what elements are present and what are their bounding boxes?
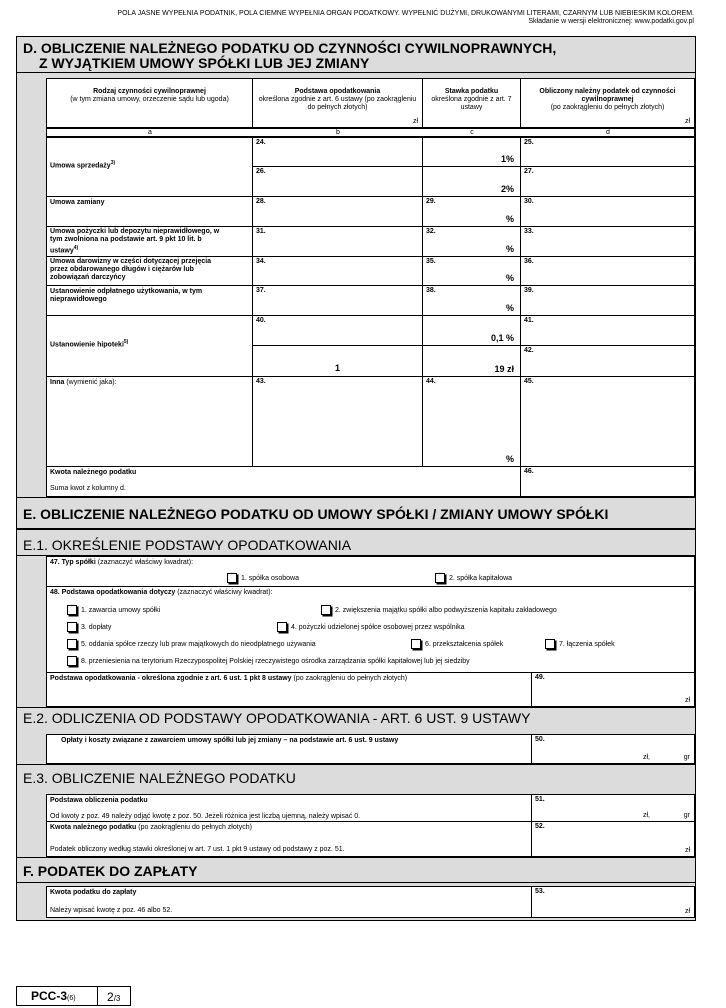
field-40-number: 40. <box>256 317 266 324</box>
field-42-number: 42. <box>524 347 534 354</box>
column-letters-row <box>46 128 695 137</box>
field-24[interactable] <box>252 137 423 167</box>
row-label-pay <box>46 886 532 918</box>
option-przeniesienia-label: 8. przeniesienia na terytorium Rzeczypospolitej Polskiej rzeczywistego ośrodka zarządzania spółki kapitałowej lub jej siedziby <box>81 657 470 665</box>
field-52-number: 52. <box>535 823 545 830</box>
section-e3-header <box>17 764 695 794</box>
field-37[interactable] <box>252 285 423 316</box>
label-zamiany: Umowa zamiany <box>50 199 105 206</box>
option-spolka-kapitalowa-label: 2. spółka kapitałowa <box>449 574 513 582</box>
field-38-pct: % <box>505 303 514 313</box>
field-53[interactable] <box>531 886 695 918</box>
field-51-unit-zl: zł, <box>643 812 650 819</box>
field-29-number: 29. <box>426 198 436 205</box>
hipoteka-fixed-tax-value: 19 zł <box>494 364 514 374</box>
option-doplaty-label: 3. dopłaty <box>81 623 112 631</box>
option-zwiekszenia-majatku-label: 2. zwiększenia majątku spółki albo podwyższenia kapitału zakładowego <box>335 606 557 614</box>
label-darowizny: Umowa darowizny w części dotyczącej przejęcia przez obdarowanego długów i ciężarów lub zobowiązań darczyńcy <box>50 258 212 281</box>
section-e-title: E. OBLICZENIE NALEŻNEGO PODATKU OD UMOWY SPÓŁKI / ZMIANY UMOWY SPÓŁKI <box>23 506 609 522</box>
field-28-number: 28. <box>256 198 266 205</box>
col-b-subtitle: określona zgodnie z art. 6 ustawy (po zaokrągleniu do pełnych złotych) <box>258 96 417 111</box>
col-a-header <box>46 78 253 128</box>
label-hipoteki: Ustanowienie hipoteki <box>50 341 124 349</box>
field-52[interactable] <box>531 821 695 857</box>
field-35-pct: % <box>505 273 514 283</box>
field-50-number: 50. <box>535 736 545 743</box>
field-27[interactable] <box>520 166 695 197</box>
field-50[interactable] <box>531 734 695 764</box>
field-43[interactable] <box>252 376 423 467</box>
field-50-unit-gr: gr <box>683 754 690 761</box>
option-pozyczki-wspolnika[interactable] <box>277 622 465 633</box>
option-przeksztalcenia-label: 6. przekształcenia spółek <box>425 640 504 648</box>
option-spolka-osobowa[interactable] <box>227 573 299 584</box>
field-35[interactable] <box>422 256 521 286</box>
field-43-number: 43. <box>256 378 266 385</box>
col-c-header <box>422 78 521 128</box>
header-electronic-filing: Składanie w wersji elektronicznej: www.podatki.gov.pl <box>528 18 694 25</box>
label-costs: Opłaty i koszty związane z zawarciem umowy spółki lub jej zmiany – na podstawie art. 6 ust. 9 ustawy <box>61 737 399 744</box>
col-letter-a: a <box>148 129 152 136</box>
page-total: /3 <box>113 994 121 1003</box>
page-number: 2 <box>107 990 114 1004</box>
field-34-number: 34. <box>256 258 266 265</box>
option-spolka-kapitalowa[interactable] <box>435 573 512 584</box>
col-d-header <box>520 78 695 128</box>
section-d-title: D. OBLICZENIE NALEŻNEGO PODATKU OD CZYNNOŚCI CYWILNOPRAWNYCH, <box>23 40 557 56</box>
field-34[interactable] <box>252 256 423 286</box>
field-26[interactable] <box>252 166 423 197</box>
row-label-hipoteki <box>46 315 253 377</box>
checkbox-icon[interactable] <box>67 622 77 632</box>
field-40[interactable] <box>252 315 423 346</box>
q48-hint: (zaznaczyć właściwy kwadrat): <box>177 589 273 596</box>
label-tax-due: Kwota należnego podatku <box>50 824 137 831</box>
checkbox-icon[interactable] <box>67 639 77 649</box>
rate-hipoteka-value: 0,1 % <box>490 333 514 343</box>
form-variant: (6) <box>67 995 76 1002</box>
field-52-unit: zł <box>684 847 690 854</box>
checkbox-icon[interactable] <box>227 573 237 583</box>
field-29-pct: % <box>505 214 514 224</box>
checkbox-icon[interactable] <box>67 605 77 615</box>
label-tax-due-hint: (po zaokrągleniu do pełnych złotych) <box>138 824 252 831</box>
option-pozyczki-wspolnika-label: 4. pożyczki udzielonej spółce osobowej przez wspólnika <box>291 623 465 631</box>
col-b-header <box>252 78 423 128</box>
field-27-number: 27. <box>524 168 534 175</box>
field-36-number: 36. <box>524 258 534 265</box>
field-49[interactable] <box>531 672 695 707</box>
field-25[interactable] <box>520 137 695 167</box>
col-b-title: Podstawa opodatkowania <box>294 88 381 95</box>
field-49-number: 49. <box>535 674 545 681</box>
field-51-number: 51. <box>535 796 545 803</box>
field-44-pct: % <box>505 454 514 464</box>
col-letter-d: d <box>606 129 610 136</box>
rate-1pct-value: 1% <box>500 154 514 164</box>
field-51-unit-gr: gr <box>683 812 690 819</box>
rate-1pct <box>422 137 521 167</box>
col-a-title: Rodzaj czynności cywilnoprawnej <box>93 88 206 95</box>
header-instructions: POLA JASNE WYPEŁNIA PODATNIK, POLA CIEMNE WYPEŁNIA ORGAN PODATKOWY. WYPEŁNIĆ DUŻYMI, DRUKOWANYMI LITERAMI, CZARNYM LUB NIEBIESKIM KOLOREM. <box>117 10 694 17</box>
field-37-number: 37. <box>256 287 266 294</box>
field-39-number: 39. <box>524 287 534 294</box>
label-inna-sub: (wymienić jaka): <box>66 379 117 386</box>
label-kwota-sub: Suma kwot z kolumny d. <box>50 485 126 492</box>
field-41[interactable] <box>520 315 695 346</box>
col-letter-b: b <box>336 129 340 136</box>
section-e2-header <box>17 707 695 734</box>
label-calc-base: Podstawa obliczenia podatku <box>50 797 148 804</box>
field-32[interactable] <box>422 226 521 257</box>
field-42[interactable] <box>520 345 695 377</box>
label-pay: Kwota podatku do zapłaty <box>50 889 137 896</box>
checkbox-icon[interactable] <box>545 639 555 649</box>
checkbox-icon[interactable] <box>411 639 421 649</box>
option-zawarcia-umowy-label: 1. zawarcia umowy spółki <box>81 606 161 614</box>
field-28[interactable] <box>252 196 423 227</box>
field-46[interactable] <box>520 466 695 497</box>
label-uzytkowania: Ustanowienie odpłatnego użytkowania, w tym nieprawidłowego <box>50 288 203 303</box>
field-44-number: 44. <box>426 378 436 385</box>
rate-hipoteka <box>422 315 521 346</box>
field-45[interactable] <box>520 376 695 467</box>
hipoteka-fixed-base <box>252 345 423 377</box>
field-30-number: 30. <box>524 198 534 205</box>
col-d-title: Obliczony należny podatek od czynności cywilnoprawnej <box>539 88 676 103</box>
field-25-number: 25. <box>524 139 534 146</box>
field-38[interactable] <box>422 285 521 316</box>
row-label-darowizny <box>46 256 253 286</box>
field-35-number: 35. <box>426 258 436 265</box>
option-zwiekszenia-majatku[interactable] <box>321 605 557 616</box>
field-45-number: 45. <box>524 378 534 385</box>
label-calc-base-sub: Od kwoty z poz. 49 należy odjąć kwotę z poz. 50. Jeżeli różnica jest liczbą ujemną, należy wpisać 0. <box>50 813 361 820</box>
label-inna: Inna <box>50 379 65 386</box>
section-d-header <box>17 37 695 73</box>
section-e-header <box>17 497 695 529</box>
field-24-number: 24. <box>256 139 266 146</box>
option-zawarcia-umowy[interactable] <box>67 605 160 616</box>
col-b-unit: zł <box>412 118 418 125</box>
field-32-number: 32. <box>426 228 436 235</box>
col-a-subtitle: (w tym zmiana umowy, orzeczenie sądu lub ugoda) <box>70 96 229 103</box>
form-code-box <box>16 986 98 1006</box>
field-44[interactable] <box>422 376 521 467</box>
field-33-number: 33. <box>524 228 534 235</box>
row-label-costs <box>46 734 532 764</box>
field-29[interactable] <box>422 196 521 227</box>
question-48-tax-base-type <box>46 586 695 673</box>
option-doplaty[interactable] <box>67 622 111 633</box>
row-label-base-49 <box>46 672 532 707</box>
field-26-number: 26. <box>256 168 266 175</box>
col-letter-c: c <box>470 129 474 136</box>
field-51[interactable] <box>531 794 695 822</box>
q48-label: 48. Podstawa opodatkowania dotyczy <box>50 589 176 596</box>
col-c-subtitle: określona zgodnie z art. 7 ustawy <box>431 96 512 111</box>
field-32-pct: % <box>505 244 514 254</box>
field-50-unit-zl: zł, <box>643 754 650 761</box>
option-oddania-rzeczy[interactable] <box>67 639 316 650</box>
col-d-unit: zł <box>684 118 690 125</box>
checkbox-icon[interactable] <box>67 656 77 666</box>
checkbox-icon[interactable] <box>435 573 445 583</box>
label-pozyczki: Umowa pożyczki lub depozytu nieprawidłowego, w tym zwolniona na podstawie art. 9 pkt 10 lit. b ustawy <box>50 228 220 255</box>
section-e2-title: E.2. ODLICZENIA OD PODSTAWY OPODATKOWANIA - ART. 6 UST. 9 USTAWY <box>23 710 531 726</box>
option-spolka-osobowa-label: 1. spółka osobowa <box>241 574 299 582</box>
field-36[interactable] <box>520 256 695 286</box>
question-47-company-type <box>46 556 695 587</box>
footnote-3: 3) <box>110 160 116 166</box>
field-38-number: 38. <box>426 287 436 294</box>
field-31[interactable] <box>252 226 423 257</box>
label-sprzedaz: Umowa sprzedaży <box>50 162 111 170</box>
rate-2pct <box>422 166 521 197</box>
section-f-title: F. PODATEK DO ZAPŁATY <box>23 863 198 879</box>
row-label-kwota <box>46 466 521 497</box>
label-base-49-sub: (po zaokrągleniu do pełnych złotych) <box>293 675 408 682</box>
q47-hint: (zaznaczyć właściwy kwadrat): <box>97 559 194 566</box>
field-33[interactable] <box>520 226 695 257</box>
field-53-number: 53. <box>535 888 545 895</box>
col-d-subtitle: (po zaokrągleniu do pełnych złotych) <box>550 104 665 111</box>
option-przeniesienia[interactable] <box>67 656 470 667</box>
row-label-calc-base <box>46 794 532 822</box>
row-label-pozyczki <box>46 226 253 257</box>
section-f-header <box>17 857 695 883</box>
col-c-title: Stawka podatku <box>444 88 499 95</box>
checkbox-icon[interactable] <box>321 605 331 615</box>
footnote-4: 4) <box>73 245 79 251</box>
page-number-box <box>97 986 131 1006</box>
field-53-unit: zł <box>684 908 690 915</box>
label-kwota: Kwota należnego podatku <box>50 469 137 476</box>
row-label-sprzedaz <box>46 137 253 197</box>
option-laczenia-label: 7. łączenia spółek <box>559 640 615 648</box>
field-49-unit: zł <box>684 697 690 704</box>
form-code: PCC-3 <box>31 989 68 1003</box>
field-30[interactable] <box>520 196 695 227</box>
section-e1-header <box>17 529 695 556</box>
label-base-49: Podstawa opodatkowania - określona zgodnie z art. 6 ust. 1 pkt 8 ustawy <box>50 675 292 682</box>
label-tax-due-sub: Podatek obliczony według stawki określonej w art. 7 ust. 1 pkt 9 ustawy od podstawy z poz. 51. <box>50 846 345 853</box>
row-label-uzytkowania <box>46 285 253 316</box>
footnote-5: 5) <box>123 339 129 345</box>
row-label-tax-due <box>46 821 532 857</box>
option-oddania-rzeczy-label: 5. oddania spółce rzeczy lub praw majątkowych do nieodpłatnego używania <box>81 640 316 648</box>
field-inna-description[interactable] <box>46 376 253 467</box>
rate-2pct-value: 2% <box>500 184 514 194</box>
instructions-header <box>117 10 694 26</box>
option-przeksztalcenia[interactable] <box>411 639 503 650</box>
hipoteka-fixed-base-value: 1 <box>334 363 340 373</box>
q47-label: 47. Typ spółki <box>50 559 96 566</box>
field-31-number: 31. <box>256 228 266 235</box>
hipoteka-fixed-tax <box>422 345 521 377</box>
section-e1-title: E.1. OKREŚLENIE PODSTAWY OPODATKOWANIA <box>23 537 352 553</box>
field-39[interactable] <box>520 285 695 316</box>
section-d-title-2: Z WYJĄTKIEM UMOWY SPÓŁKI LUB JEJ ZMIANY <box>39 55 370 71</box>
section-e3-title: E.3. OBLICZENIE NALEŻNEGO PODATKU <box>23 770 296 786</box>
field-46-number: 46. <box>524 468 534 475</box>
row-label-zamiany <box>46 196 253 227</box>
option-laczenia[interactable] <box>545 639 615 650</box>
label-pay-sub: Należy wpisać kwotę z poz. 46 albo 52. <box>50 907 173 914</box>
field-41-number: 41. <box>524 317 534 324</box>
checkbox-icon[interactable] <box>277 622 287 632</box>
